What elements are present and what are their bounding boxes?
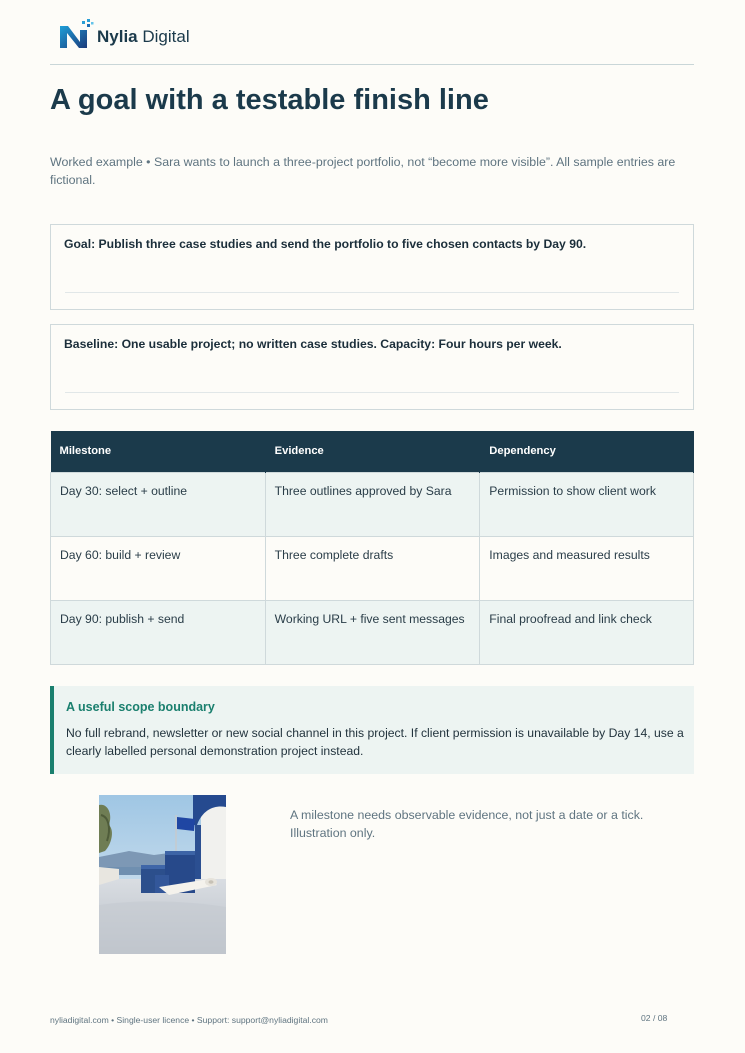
goal-box — [50, 224, 694, 310]
column-header-milestone: Milestone — [51, 431, 266, 472]
milestone-table — [50, 431, 694, 665]
page-subtitle: Worked example • Sara wants to launch a three-project portfolio, not “become more visible”. All sample entries are fictional. — [50, 155, 676, 187]
footer-info: nyliadigital.com • Single-user licence • Support: support@nyliadigital.com — [50, 1015, 328, 1025]
table-cell: Permission to show client work — [480, 472, 694, 536]
scope-callout — [50, 686, 694, 774]
table-row — [51, 472, 694, 536]
column-header-evidence: Evidence — [265, 431, 480, 472]
table-cell: Day 30: select + outline — [51, 472, 266, 536]
table-cell: Three complete drafts — [265, 536, 480, 600]
goal-writing-line — [65, 292, 679, 293]
page-number: 02 / 08 — [641, 1013, 668, 1023]
baseline-writing-line — [65, 392, 679, 393]
callout-body: No full rebrand, newsletter or new social channel in this project. If client permission is unavailable by Day 14, use a clearly labelled personal demonstration project instead. — [66, 726, 684, 758]
table-cell: Working URL + five sent messages — [265, 600, 480, 664]
nylia-logo-icon — [58, 18, 94, 52]
illustration-image — [99, 795, 226, 954]
baseline-text: Baseline: One usable project; no written case studies. Capacity: Four hours per week. — [64, 337, 562, 351]
table-cell: Three outlines approved by Sara — [265, 472, 480, 536]
goal-text: Goal: Publish three case studies and send the portfolio to five chosen contacts by Day 90. — [64, 237, 587, 251]
brand-logo[interactable] — [58, 18, 190, 52]
table-cell: Day 90: publish + send — [51, 600, 266, 664]
figure-caption: A milestone needs observable evidence, not just a date or a tick. Illustration only. — [290, 808, 644, 840]
column-header-dependency: Dependency — [480, 431, 694, 472]
table-cell: Day 60: build + review — [51, 536, 266, 600]
brand-name: Nylia Digital — [97, 27, 190, 46]
table-row — [51, 600, 694, 664]
table-row — [51, 536, 694, 600]
table-header-row — [51, 431, 694, 472]
page-header — [50, 16, 694, 65]
page-title: A goal with a testable finish line — [50, 84, 489, 116]
callout-title: A useful scope boundary — [66, 700, 215, 714]
table-cell: Images and measured results — [480, 536, 694, 600]
baseline-box — [50, 324, 694, 410]
table-cell: Final proofread and link check — [480, 600, 694, 664]
